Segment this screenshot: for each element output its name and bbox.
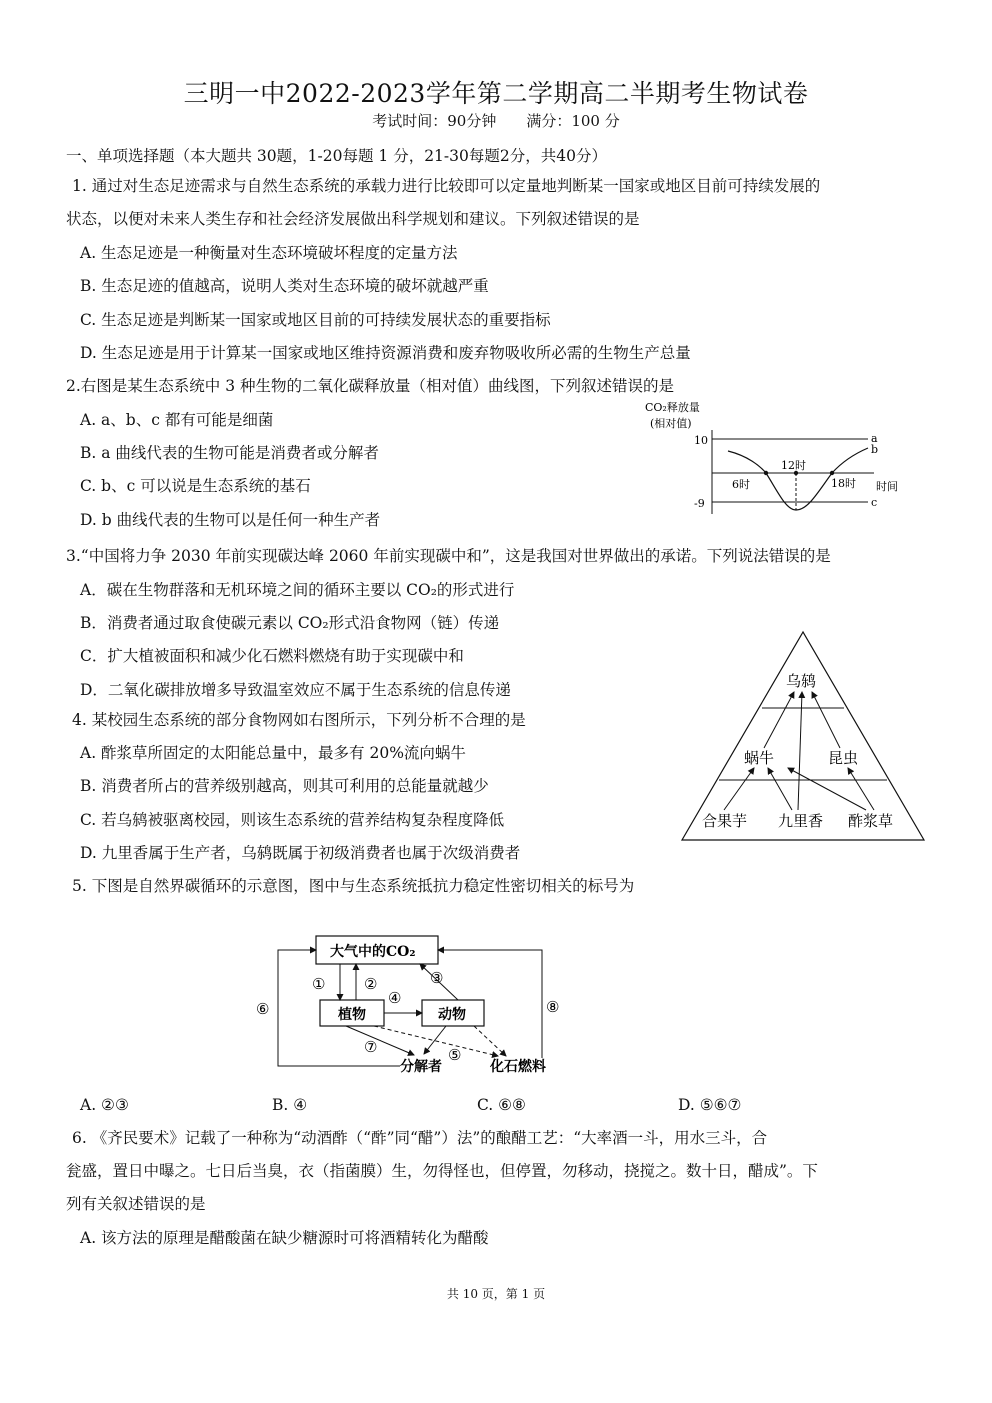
arrow-oxalis-to-insect: [848, 768, 874, 810]
label-6: ⑥: [256, 1000, 270, 1018]
time-axis-label: 时间: [876, 480, 898, 493]
q4-option-d: D. 九里香属于生产者，乌鸫既属于初级消费者也属于次级消费者: [80, 844, 521, 862]
node-snail: 蜗牛: [744, 749, 775, 767]
q2-stem: 2.右图是某生态系统中 3 种生物的二氧化碳释放量（相对值）曲线图，下列叙述错误的是: [66, 377, 675, 395]
q1-option-a: A. 生态足迹是一种衡量对生态环境破坏程度的定量方法: [80, 244, 458, 262]
arrow-5: [424, 1026, 446, 1054]
q3-option-a: A．碳在生物群落和无机环境之间的循环主要以 CO₂的形式进行: [80, 581, 515, 599]
q5-stem: 5. 下图是自然界碳循环的示意图，图中与生态系统抵抗力稳定性密切相关的标号为: [72, 877, 635, 895]
q3-option-c: C．扩大植被面积和减少化石燃料燃烧有助于实现碳中和: [80, 647, 464, 665]
q1-option-b: B. 生态足迹的值越高，说明人类对生态环境的破坏就越严重: [80, 277, 489, 295]
arrow-insect-to-blackbird: [812, 692, 840, 748]
label-1: ①: [312, 975, 326, 993]
node-blackbird: 乌鸫: [786, 672, 817, 690]
label-18h: 18时: [831, 477, 856, 490]
arrow-7: [346, 1026, 414, 1055]
q5-option-d: D. ⑤⑥⑦: [678, 1096, 742, 1114]
page-title: 三明一中2022-2023学年第二学期高二半期考生物试卷: [183, 79, 809, 108]
node-oxalis: 酢浆草: [848, 812, 894, 830]
q1-option-d: D. 生态足迹是用于计算某一国家或地区维持资源消费和废弃物吸收所必需的生物生产总量: [80, 344, 691, 362]
q6-stem-line2: 瓮盛，置日中曝之。七日后当臭，衣（指菌膜）生，勿得怪也，但停置，勿移动，挠搅之。数十日，醋成”。下: [66, 1162, 818, 1180]
label-12h: 12时: [781, 459, 806, 472]
q4-stem: 4. 某校园生态系统的部分食物网如右图所示，下列分析不合理的是: [72, 711, 526, 729]
q3-option-d: D．二氧化碳排放增多导致温室效应不属于生态系统的信息传递: [80, 681, 511, 699]
node-insect: 昆虫: [828, 749, 859, 767]
q2-option-d: D. b 曲线代表的生物可以是任何一种生产者: [80, 511, 381, 529]
label-2: ②: [364, 975, 378, 993]
q6-stem-line1: 6. 《齐民要术》记载了一种称为“动酒酢（“酢”同“醋”）法”的酿醋工艺：“大率酒一斗，用水三斗，合: [72, 1129, 768, 1147]
q4-option-c: C. 若乌鸫被驱离校园，则该生态系统的营养结构复杂程度降低: [80, 811, 505, 829]
curve-c-label: c: [871, 496, 878, 509]
label-6h: 6时: [732, 478, 750, 491]
tick-10: 10: [694, 434, 708, 447]
pyramid-outline: [682, 632, 924, 840]
q2-option-a: A. a、b、c 都有可能是细菌: [80, 411, 274, 429]
point-6h: [764, 471, 768, 475]
animals-label: 动物: [438, 1007, 466, 1023]
fossil-fuels-label: 化石燃料: [490, 1059, 546, 1075]
co2-curve-figure: [636, 396, 916, 521]
label-7: ⑦: [364, 1038, 378, 1056]
q4-option-a: A. 酢浆草所固定的太阳能总量中，最多有 20%流向蜗牛: [80, 744, 466, 762]
arrow-arrowhead-to-snail: [724, 768, 754, 810]
q2-option-b: B. a 曲线代表的生物可能是消费者或分解者: [80, 444, 379, 462]
section-heading: 一、单项选择题（本大题共 30题，1-20每题 1 分，21-30每题2分，共40分）: [66, 147, 607, 165]
arrow-murraya-to-snail: [768, 768, 792, 810]
food-web-pyramid: [678, 628, 928, 844]
co2-ylabel: CO₂释放量: [645, 401, 700, 414]
q6-option-a: A. 该方法的原理是醋酸菌在缺少糖源时可将酒精转化为醋酸: [80, 1229, 489, 1247]
arrow-snail-to-blackbird: [764, 692, 794, 748]
curve-a-label: a: [871, 432, 878, 445]
carbon-cycle-diagram: [250, 928, 570, 1084]
arrow-murraya-to-blackbird: [798, 692, 802, 810]
q1-stem-line1: 1. 通过对生态足迹需求与自然生态系统的承载力进行比较即可以定量地判断某一国家或地区目前可持续发展的: [72, 177, 821, 195]
label-3: ③: [430, 969, 444, 987]
q1-option-c: C. 生态足迹是判断某一国家或地区目前的可持续发展状态的重要指标: [80, 311, 551, 329]
q3-option-b: B．消费者通过取食使碳元素以 CO₂形式沿食物网（链）传递: [80, 614, 500, 632]
page-footer: 共 10 页，第 1 页: [446, 1287, 546, 1301]
decomposers-label: 分解者: [400, 1059, 442, 1075]
node-arrowhead-plant: 合果芋: [702, 812, 748, 830]
q4-option-b: B. 消费者所占的营养级别越高，则其可利用的总能量就越少: [80, 777, 489, 795]
plants-label: 植物: [338, 1007, 366, 1023]
q6-stem-line3: 列有关叙述错误的是: [66, 1195, 206, 1213]
label-5: ⑤: [448, 1046, 462, 1064]
q5-option-a: A. ②③: [80, 1096, 129, 1114]
tick-neg9: -9: [694, 497, 705, 510]
q3-stem: 3.“中国将力争 2030 年前实现碳达峰 2060 年前实现碳中和”，这是我国对世界做出的承诺。下列说法错误的是: [66, 547, 831, 565]
atmosphere-label: 大气中的CO₂: [330, 944, 416, 960]
co2-ylabel-unit: (相对值): [650, 417, 692, 430]
label-4: ④: [388, 989, 402, 1007]
q1-stem-line2: 状态，以便对未来人类生存和社会经济发展做出科学规划和建议。下列叙述错误的是: [66, 210, 640, 228]
curve-b-label: b: [871, 443, 879, 456]
q2-option-c: C. b、c 可以说是生态系统的基石: [80, 477, 311, 495]
q5-option-c: C. ⑥⑧: [477, 1096, 526, 1114]
node-murraya: 九里香: [778, 812, 824, 830]
label-8: ⑧: [546, 998, 560, 1016]
arrow-oxalis-to-snail: [788, 768, 866, 810]
point-18h: [830, 471, 834, 475]
q5-option-b: B. ④: [272, 1096, 308, 1114]
exam-info: 考试时间：90分钟 满分：100 分: [372, 112, 620, 130]
